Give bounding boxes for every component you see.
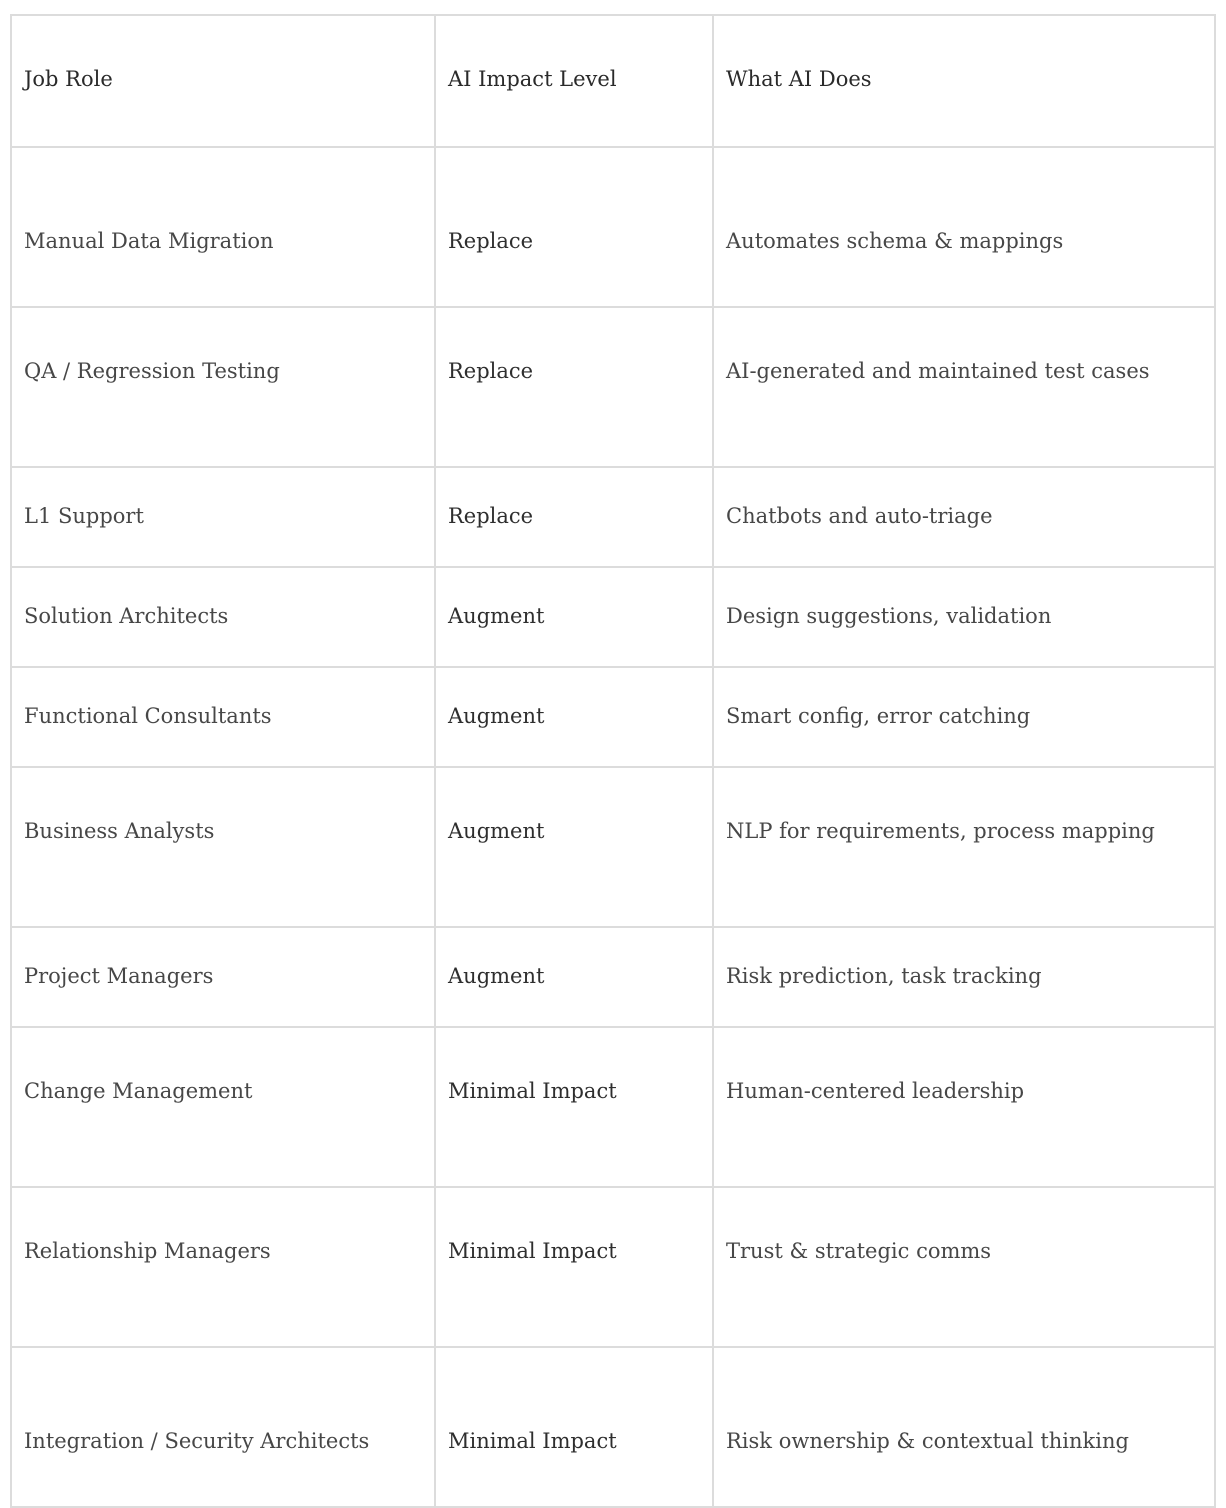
what-ai-does-cell: Risk ownership & contextual thinking	[713, 1347, 1215, 1507]
what-ai-does-cell: NLP for requirements, process mapping	[713, 767, 1215, 927]
what-ai-does-cell: Chatbots and auto-triage	[713, 467, 1215, 567]
job-role-cell: Manual Data Migration	[11, 147, 435, 307]
impact-level-cell: Minimal Impact	[435, 1347, 713, 1507]
job-role-cell: Relationship Managers	[11, 1187, 435, 1347]
ai-impact-table	[10, 14, 1216, 1508]
job-role-cell: Change Management	[11, 1027, 435, 1187]
table-row	[11, 667, 1215, 767]
job-role-cell: Functional Consultants	[11, 667, 435, 767]
table-row	[11, 147, 1215, 307]
table-row	[11, 307, 1215, 467]
ai-impact-table-container	[10, 14, 1214, 1508]
table-row	[11, 767, 1215, 927]
header-job-role: Job Role	[11, 15, 435, 147]
impact-level-cell: Minimal Impact	[435, 1187, 713, 1347]
impact-level-cell: Replace	[435, 147, 713, 307]
header-ai-impact-level: AI Impact Level	[435, 15, 713, 147]
what-ai-does-cell: AI-generated and maintained test cases	[713, 307, 1215, 467]
impact-level-cell: Augment	[435, 567, 713, 667]
impact-level-cell: Minimal Impact	[435, 1027, 713, 1187]
impact-level-cell: Augment	[435, 927, 713, 1027]
job-role-cell: QA / Regression Testing	[11, 307, 435, 467]
table-header-row	[11, 15, 1215, 147]
what-ai-does-cell: Automates schema & mappings	[713, 147, 1215, 307]
job-role-cell: Project Managers	[11, 927, 435, 1027]
impact-level-cell: Replace	[435, 467, 713, 567]
impact-level-cell: Augment	[435, 667, 713, 767]
table-row	[11, 1347, 1215, 1507]
job-role-cell: Business Analysts	[11, 767, 435, 927]
table-row	[11, 1027, 1215, 1187]
table-row	[11, 927, 1215, 1027]
job-role-cell: Integration / Security Architects	[11, 1347, 435, 1507]
impact-level-cell: Augment	[435, 767, 713, 927]
header-what-ai-does: What AI Does	[713, 15, 1215, 147]
table-row	[11, 467, 1215, 567]
what-ai-does-cell: Smart config, error catching	[713, 667, 1215, 767]
what-ai-does-cell: Risk prediction, task tracking	[713, 927, 1215, 1027]
what-ai-does-cell: Human-centered leadership	[713, 1027, 1215, 1187]
table-row	[11, 1187, 1215, 1347]
what-ai-does-cell: Trust & strategic comms	[713, 1187, 1215, 1347]
table-row	[11, 567, 1215, 667]
job-role-cell: Solution Architects	[11, 567, 435, 667]
impact-level-cell: Replace	[435, 307, 713, 467]
what-ai-does-cell: Design suggestions, validation	[713, 567, 1215, 667]
job-role-cell: L1 Support	[11, 467, 435, 567]
